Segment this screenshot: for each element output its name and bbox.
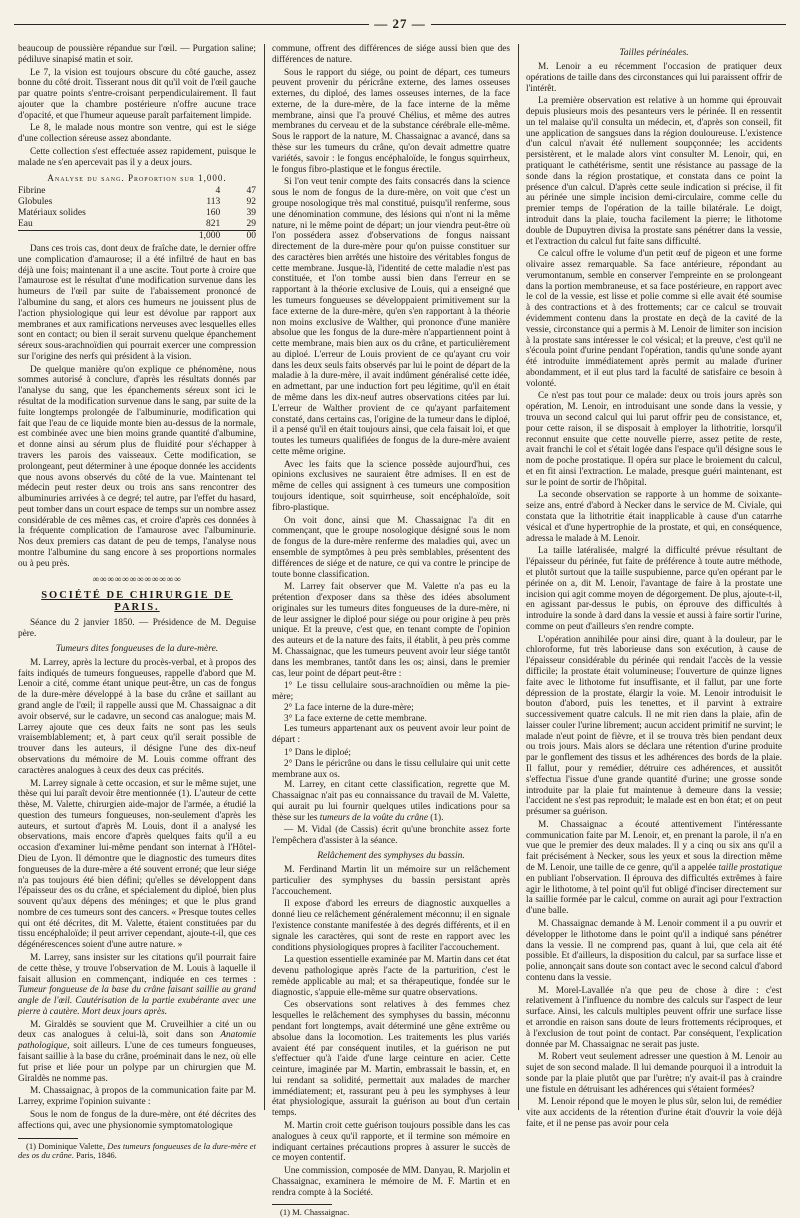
paragraph: Les tumeurs appartenant aux os peuvent avoir leur point de départ : — [272, 724, 510, 746]
paragraph: De quelque manière qu'on explique ce phénomène, nous sommes autorisé à conclure, d'après les résultats donnés par l'analyse du sang, que les épanchements séreux sont ici le résultat de la modification survenue dans le sang, par suite de la fuite longtemps prolongée de l'albuminurie, modification qui fait que l'eau de ce liquide monte bien au-dessus de la normale, est combinée avec une bien moins grande quantité d'albumine, et donne ainsi au sérum plus de fluidité pour s'échapper à travers les parois des vaisseaux. Cette modification, se prolongeant, peut déterminer à une époque donnée les accidents que nous avons observés du côté de la vue. Maintenant tel médecin peut rester deux ou trois ans sans rencontrer des albuminuries arrivées à ce degré; tel autre, par l'effet du hasard, peut tomber dans un court espace de temps sur un nombre assez considérable de ces mêmes cas, et croire d'après ces données à la fréquente complication de l'amaurose avec l'albuminurie. Nos deux premiers cas datant de peu de temps, l'analyse nous montre l'albumine du sang encore à ses proportions normales ou à peu près. — [18, 364, 256, 569]
paragraph: Ce n'est pas tout pour ce malade: deux ou trois jours après son opération, M. Lenoir, en introduisant une sonde dans la vessie, y trouva un second calcul qui lui parut offrir peu de consistance, et, pour cette raison, il se disposait à employer la lithotritie, lorsqu'il reconnut ensuite que cette nouvelle pierre, assez petite de reste, avait franchi le col et s'était logée dans l'espace qu'il désigne sous le nom de poche prostatique. Il opéra sur place le broiement du calcul, et en fit ainsi l'extraction. Le malade, presque guéri maintenant, est sur le point de sortir de l'hôpital. — [526, 391, 782, 488]
analysis-value-dec: 92 — [246, 197, 256, 208]
column-separator-1 — [264, 44, 265, 1110]
footnote-rule — [272, 1204, 332, 1205]
paragraph: Une commission, composée de MM. Danyau, R. Marjolin et Chassaignac, examinera le mémoire de M. F. Martin et en rendra compte à la Société. — [272, 1166, 510, 1198]
paragraph: Si l'on veut tenir compte des faits consacrés dans la science sous le nom de fongus de la dure-mère, on voit que c'est un groupe nosologique très mal constitué, puisqu'il renferme, sous une dénomination commune, des lésions qui n'ont ni la même nature, ni le même point de départ; un jour viendra peut-être où l'on possédera assez d'observations de fongus naissant directement de la dure-mère pour qu'on puisse constituer sur des caractères bien arrêtés une histoire des véritables fongus de cette membrane. Jusque-là, l'identité de cette maladie n'est pas constituée, et l'on tombe aussi bien dans l'erreur en se rapportant à la théorie exclusive de Louis, qui a enseigné que les tumeurs fongueuses se développaient primitivement sur la face externe de la dure-mère, qu'en s'en rapportant à la théorie non moins exclusive de Walther, qui prononce d'une manière absolue que les fongus de la dure-mère n'appartiennent point à cette membrane, mais bien aux os du crâne, et particulièrement au diploé. L'erreur de Louis provient de ce qu'ayant cru voir dans les deux seuls faits observés par lui le point de départ de la maladie à la dure-mère, il avait indûment généralisé cette idée, en admettant, par une induction fort peu légitime, qu'il en était de même dans les dix-neuf autres observations citées par lui. L'erreur de Walther provient de ce qu'ayant parfaitement constaté, dans certains cas, l'origine de la tumeur dans le diploé, il a pensé qu'il en était toujours ainsi, que cela faisait loi, et que toutes les tumeurs qualifiées de fongus de la dure-mère avaient cette même origine. — [272, 177, 510, 457]
text-run: M. Giraldès se souvient que M. Cruveilhier a cité un ou deux cas analogues à celui-là, soit dans son — [18, 1019, 256, 1041]
paragraph: Il expose d'abord les erreurs de diagnostic auxquelles a donné lieu ce relâchement généralement méconnu; il en signale l'existence constante manifestée à des degrés différents, et il en signale les caractères, qui sont de reste en rapport avec les conditions physiologiques propres à faciliter l'accouchement. — [272, 899, 510, 953]
footnote — [18, 1142, 256, 1162]
analysis-value-int: 821 — [206, 219, 221, 230]
paragraph: La seconde observation se rapporte à un homme de soixante-seize ans, entré d'abord à Necker dans le service de M. Civiale, qui constata que la lithotritie était inapplicable à cause d'un catarrhe vésical et d'une hypertrophie de la prostate, et qui, en conséquence, adressa le malade à M. Lenoir. — [526, 490, 782, 544]
paragraph: M. Morel-Lavallée n'a que peu de chose à dire : c'est relativement à l'influence du nombre des calculs sur l'aspect de leur surface. Ainsi, les calculs multiples peuvent offrir une surface lisse et arrondie en raison sans doute de leurs frottements réciproques, et à l'exclusion de tout point de contact. Par conséquent, l'explication donnée par M. Chassaignac ne serait pas juste. — [526, 985, 782, 1050]
paragraph: Sous le rapport du siége, ou point de départ, ces tumeurs peuvent provenir du péricrâne externe, des lames osseuses externes, du diploé, des lames osseuses internes, de la face externe, de la dure-mère, de la face interne de la même membrane, ainsi que l'a prouvé Chélius, et même des autres membranes du cerveau et de la substance cérébrale elle-même. Sous le rapport de la nature, M. Chassaignac a avancé, dans sa thèse sur les tumeurs du crâne, qu'on devait admettre quatre variétés, savoir : le fongus encéphaloïde, le fongus squirrheux, le fongus fibro-plastique et le fongus érectile. — [272, 67, 510, 175]
list-item: 2° Dans le péricrâne ou dans le tissu cellulaire qui unit cette membrane aux os. — [272, 758, 510, 780]
text-run: . Paris, 1846. — [71, 1150, 117, 1161]
page-number: — 27 — — [374, 16, 426, 31]
paragraph: La taille latéralisée, malgré la difficulté prévue résultant de l'épaisseur du périnée, fut faite de préférence à toute autre méthode, et plutôt surtout que la taille suspubienne, parce qu'en opérant par le périnée on a, dit M. Lenoir, l'avantage de faire à la prostate une incision qui agit comme moyen de dégorgement. De plus, ajoute-t-il, en agissant par-dessus le pubis, on éprouve des difficultés à introduire la sonde à dard dans la vessie et aussi à faire sortir l'urine, comme on peut d'ailleurs s'en rendre compte. — [526, 546, 782, 632]
paragraph: Ces observations sont relatives à des femmes chez lesquelles le relâchement des symphyses du bassin, méconnu pendant fort longtemps, avait déterminé une gêne extrême ou absolue dans la locomotion. Les traitements les plus variés avaient été par conséquent inutiles, et la guérison ne put s'effectuer qu'à l'aide d'une large ceinture en acier. Cette ceinture, imaginée par M. Martin, embrassait le bassin, et, en lui rendant sa solidité, permettait aux malades de marcher immédiatement; et, rassurant peu à peu les symphyses à leur état physiologique, assurait la guérison au bout d'un certain temps. — [272, 1000, 510, 1119]
analysis-total-int: 1,000 — [185, 231, 221, 243]
list-item: 2° La face interne de la dure-mère; — [284, 702, 414, 713]
analysis-value-dec: 47 — [246, 186, 256, 197]
paragraph — [18, 953, 256, 1018]
analysis-value-int: 113 — [206, 197, 221, 208]
analysis-label: Matériaux solides — [18, 208, 86, 219]
analysis-value-dec: 39 — [246, 208, 256, 219]
paragraph: Dans ces trois cas, dont deux de fraîche date, le dernier offre une complication d'amaurose; il a été infiltré de haut en bas déjà une fois; maintenant il a une ascite. Tout porte à croire que l'amaurose est le résultat d'une modification survenue dans les humeurs de l'œil par suite de l'abaissement prononcé de l'albumine du sang, et alors ces humeurs ne jouissent plus de l'action physiologique qui leur est dévolue par rapport aux membranes et aux ramifications nerveuses avec lesquelles elles sont en contact; ou bien il serait survenu quelque épanchement séreux sous-arachnoïdien qui pourrait exercer une compression sur l'origine des nerfs qui président à la vision. — [18, 244, 256, 362]
analysis-row — [18, 208, 256, 219]
text-run: , soit ailleurs. L'une de ces tumeurs fongueuses, faisant saillie à la base du crâne, proéminait dans le nez, où elle fut prise et liée pour un polype par un chirurgien que M. Giraldès ne nomme pas. — [18, 1041, 256, 1084]
italic-run: Anatomie pathologique — [18, 1030, 256, 1052]
paragraph: M. Lenoir a eu récemment l'occasion de pratiquer deux opérations de taille dans des circonstances qui lui paraissent offrir de l'intérêt. — [526, 62, 782, 94]
italic-run: tumeurs de la voûte du crâne — [319, 812, 428, 823]
analysis-total-dec: 00 — [220, 231, 256, 243]
list-item: 1° Dans le diploé; — [284, 748, 351, 758]
text-run: (1) Dominique Valette, — [26, 1140, 108, 1151]
paragraph: Sous le nom de fongus de la dure-mère, ont été décrites des affections qui, avec une physionomie symptomatologique — [18, 1109, 256, 1131]
analysis-value-int: 4 — [215, 186, 221, 197]
session-line: Séance du 2 janvier 1850. — Présidence de M. Deguise père. — [18, 618, 256, 640]
text-run: M. Larrey, en citant cette classification, regrette que M. Chassaignac n'ait pas eu connaissance du travail de M. Valette, qui aurait pu lui fournir quelques utiles indications pour sa thèse sur les — [272, 780, 510, 823]
paragraph: Ce calcul offre le volume d'un petit œuf de pigeon et une forme olivaire assez remarquable. Sa face antérieure, répondant au verumontanum, semble en conserver l'empreinte en se prolongeant dans la portion membraneuse, et sa face postérieure, en rapport avec le col de la vessie, est lisse et polie comme si elle avait été soumise à des contractions et à des frottements; car ce calcul se trouvait évidemment contenu dans la prostate en deçà de la cavité de la vessie, circonstance qui a permis à M. Lenoir de limiter son incision à la prostate sans intéresser le col vésical; et la preuve, c'est qu'il ne s'écoula point d'urine pendant l'opération, tandis qu'une sonde ayant été introduite immédiatement après permit au malade d'uriner abondamment, et il eut plus tard la faculté de satisfaire ce besoin à volonté. — [526, 249, 782, 389]
text-run: en publiant l'observation. Il éprouva des difficultés extrêmes à faire agir le lithotome, à tel point qu'il fut obligé d'inciser directement sur la saillie formée par le calcul, comme on aurait agi pour l'extraction d'une balle. — [526, 873, 782, 917]
paragraph — [18, 1020, 256, 1085]
analysis-row — [18, 186, 256, 197]
column-1 — [18, 44, 256, 1161]
paragraph: Le 7, la vision est toujours obscure du côté gauche, assez bonne du côté droit. Tisserant nous dit qu'il voit de l'œil gauche par quatre points s'entre-croisant perpendiculairement. Il faut ajouter que la chambre postérieure n'offre aucune trace d'opacité, et que l'humeur aqueuse paraît parfaitement limpide. — [18, 67, 256, 121]
analysis-value-dec: 29 — [246, 219, 256, 230]
society-heading: SOCIÉTÉ DE CHIRURGIE DE PARIS. — [41, 589, 233, 614]
paragraph — [272, 780, 510, 823]
paragraph: L'opération annihilée pour ainsi dire, quant à la douleur, par le chloroforme, fut très laborieuse dans son exécution, à cause de l'épaisseur considérable du périnée qui rendait l'accès de la vessie difficile; la prostate était volumineuse; l'ouverture de quinze lignes faite avec le lithotome fut insuffisante, et il fallut, par une forte dépression de la prostate, élargir la voie. M. Lenoir introduisit le bouton d'abord, puis les tenettes, et il parvint à extraire successivement quatre calculs. Il ne mit rien dans la plaie, afin de laisser couler l'urine librement; aucun accident primitif ne survint; le malade n'eut point de fièvre, et il se trouva très bien pendant deux ou trois jours. Mais alors se déclara une rétention d'urine produite par le gonflement des tissus et les adhérences des bords de la plaie. Il fallut, pour y remédier, détruire ces adhérences, et aussitôt s'effectua l'issue d'une grande quantité d'urine; une grosse sonde introduite par la plaie fut maintenue à demeure dans la vessie; l'accident ne s'est pas reproduit; le malade est en bon état; et on peut présumer sa guérison. — [526, 634, 782, 818]
analysis-value-int: 160 — [206, 208, 221, 219]
list-item: 3° La face externe de cette membrane. — [284, 713, 427, 724]
column-separator-2 — [518, 44, 519, 1110]
paragraph: Avec les faits que la science possède aujourd'hui, ces opinions exclusives ne sauraient être admises. Il en est de même de celles qui assignent à ces tumeurs une composition toujours identique, soit squirrheuse, soit encéphaloïde, soit fibro-plastique. — [272, 459, 510, 513]
section-heading: Tumeurs dites fongueuses de la dure-mère. — [55, 643, 219, 654]
blood-analysis-table — [18, 186, 256, 242]
paragraph: M. Larrey signale à cette occasion, et sur le même sujet, une thèse qui lui paraît devoir être mentionnée (1). L'auteur de cette thèse, M. Valette, chirurgien aide-major de l'armée, a étudié la question des tumeurs fongueuses, non-seulement d'après les auteurs, et surtout d'après M. Louis, dont il a analysé les observations, mais encore d'après quelques faits qu'il a eu occasion d'examiner lui-même pendant son internat à l'Hôtel-Dieu de Lyon. Il démontre que le diagnostic des tumeurs dites fongueuses de la dure-mère a été souvent erroné; que leur siége n'a pas toujours été bien défini; qu'elles se développent dans l'épaisseur des os du crâne, et spécialement du diploé, bien plus souvent qu'aux dépens des méninges; et que le plus grand nombre de ces tumeurs sont des cancers. « Presque toutes celles qui ont été décrites, dit M. Valette, étaient constituées par du tissu encéphaloïde; il peut arriver cependant, ajoute-t-il, que ces dégénérescences soient d'une autre nature. » — [18, 778, 256, 951]
footnote: (1) M. Chassaignac. — [280, 1207, 350, 1218]
paragraph: M. Chassaignac, à propos de la communication faite par M. Larrey, exprime l'opinion suivante : — [18, 1086, 256, 1108]
page-header — [14, 14, 786, 34]
text-run: M. Larrey, sans insister sur les citations qu'il pourrait faire de cette thèse, y trouve l'observation de M. Louis à laquelle il faisait allusion en commençant, indiquée en ces termes : — [18, 953, 256, 985]
analysis-label: Eau — [18, 219, 33, 230]
list-item: 1° Le tissu cellulaire sous-arachnoïdien ou même la pie-mère; — [272, 681, 510, 703]
analysis-total-spacer — [18, 231, 185, 243]
paragraph: M. Larrey, après la lecture du procès-verbal, et à propos des faits indiqués de tumeurs fongueuses, rappelle d'abord que M. Lenoir a cité, comme étant unique peut-être, un cas de fongus de la dure-mère développé à la base du crâne et saillant au grand angle de l'œil; il rappelle aussi que M. Chassaignac a dit avoir observé, sur le cadavre, un second cas analogue; mais M. Larrey ajoute que ces deux faits ne sont pas les seuls vraisemblablement; et, à part ceux qu'il serait possible de trouver dans les auteurs, il désigne l'une des dix-neuf observations du mémoire de M. Louis comme offrant des caractères analogues à ceux des deux cas précités. — [18, 657, 256, 776]
paragraph: La première observation est relative à un homme qui éprouvait depuis plusieurs mois des pesanteurs vers le périnée. Il en ressentit un tel malaise qu'il consulta un médecin, et, d'après son conseil, fit une application de sangsues dans la région douloureuse. L'existence d'un calcul n'avait été nullement soupçonnée; les accidents persistèrent, et le malade alors vint consulter M. Lenoir, qui, en pratiquant le cathétérisme, sentit une résistance au passage de la sonde dans la région prostatique, et constata dans ce point la présence d'un calcul. D'après cette seule indication si précise, il fit au périnée une simple incision demi-circulaire, comme celle du premier temps de l'opération de la taille bilatérale. Le doigt, introduit dans la plaie, toucha facilement la pierre; le lithotome double de Dupuytren divisa la prostate sans pénétrer dans la vessie, et l'extraction du calcul fut faite sans difficulté. — [526, 96, 782, 247]
analysis-row — [18, 197, 256, 208]
paragraph: La question essentielle examinée par M. Martin dans cet état devenu pathologique après l'acte de la parturition, c'est le remède applicable au mal; et sa thérapeutique, fondée sur le diagnostic, s'appuie elle-même sur quatre observations. — [272, 955, 510, 998]
analysis-total-row — [18, 231, 256, 243]
paragraph: On voit donc, ainsi que M. Chassaignac l'a dit en commençant, que le groupe nosologique désigné sous le nom de fongus de la dure-mère renferme des maladies qui, avec un ensemble de symptômes à peu près semblables, présentent des différences de siége et de nature, ce qui va contre le principe de toute bonne classification. — [272, 515, 510, 580]
paragraph: beaucoup de poussière répandue sur l'œil. — Purgation saline; pédiluve sinapisé matin et soir. — [18, 44, 256, 65]
paragraph: Le 8, le malade nous montre son ventre, qui est le siége d'une collection séreuse assez abondante. — [18, 123, 256, 145]
paragraph: M. Larrey fait observer que M. Valette n'a pas eu la prétention d'exposer dans sa thèse des idées absolument originales sur les tumeurs dites fongueuses de la dure-mère, ni de leur assigner le diploé pour siége ou pour origine à peu près unique. Et la preuve, c'est que, en tenant compte de l'opinion des auteurs et de la nature des faits, il établit, à peu près comme M. Chassaignac, que les tumeurs peuvent avoir leur siége tantôt dans les membranes, tantôt dans les os; ainsi, dans le premier cas, leur point de départ peut-être : — [272, 582, 510, 679]
text-run: (1). — [427, 812, 444, 823]
paragraph: M. Robert veut seulement adresser une question à M. Lenoir au sujet de son second malade. Il lui demande pourquoi il a introduit la sonde par la plaie plutôt que par l'urètre; n'y avait-il pas à craindre une fistule en détruisant les adhérences qui s'étaient formées? — [526, 1052, 782, 1095]
analysis-label: Fibrine — [18, 186, 46, 197]
paragraph: Cette collection s'est effectuée assez rapidement, puisque le malade ne s'en apercevait pas il y a deux jours. — [18, 147, 256, 168]
text-run: M. Chassaignac a écouté attentivement l'intéressante communication faite par M. Lenoir, et, en prenant la parole, il n'a en vue que le premier des deux malades. Il y a cinq ou six ans qu'il a fait précisément à Necker, sous les yeux et sous la direction même de M. Lenoir, une taille de ce genre, qu'il a appelée — [526, 819, 782, 874]
ornament-divider: ∞∞∞∞∞∞∞∞∞∞∞∞ — [92, 573, 182, 584]
paragraph: M. Lenoir répond que le moyen le plus sûr, selon lui, de remédier vite aux accidents de la rétention d'urine était d'ouvrir la voie déjà faite, et il ne pense pas avoir pour cela — [526, 1097, 782, 1130]
paragraph — [526, 820, 782, 917]
paragraph: M. Ferdinand Martin lit un mémoire sur un relâchement particulier des symphyses du bassin persistant après l'accouchement. — [272, 865, 510, 897]
italic-run: Des tumeurs fongueuses de la dure-mère et des os du crâne — [18, 1140, 256, 1161]
column-2 — [272, 44, 510, 1218]
italic-run: Tumeur fongueuse de la base du crâne faisant saillie au grand angle de l'œil. Cautérisation de la partie exubérante avec une pierre à cautère. Mort deux jours après. — [18, 985, 256, 1017]
paragraph: — M. Vidal (de Cassis) écrit qu'une bronchite assez forte l'empêchera d'assister à la séance. — [272, 825, 510, 847]
italic-run: taille prostatique — [718, 863, 782, 874]
header-rule-right — [431, 24, 786, 25]
paragraph: commune, offrent des différences de siége aussi bien que des différences de nature. — [272, 44, 510, 65]
analysis-label: Globules — [18, 197, 53, 208]
column-3 — [526, 44, 782, 1130]
analysis-title: Analyse du sang. Proportion sur 1,000. — [47, 172, 227, 183]
paragraph: M. Chassaignac demande à M. Lenoir comment il a pu ouvrir et développer le lithotome dans le point qu'il a indiqué sans pénétrer dans la vessie. Il ne comprend pas, quant à lui, que cela ait été possible. Et d'ailleurs, la disposition du calcul, par sa surface lisse et polie, annonçait sans doute son contact avec le second calcul d'abord contenu dans la vessie. — [526, 918, 782, 983]
section-heading: Relâchement des symphyses du bassin. — [317, 851, 465, 862]
footnote-rule — [18, 1138, 78, 1139]
analysis-row — [18, 219, 256, 231]
paragraph: M. Martin croit cette guérison toujours possible dans les cas analogues à ceux qu'il rapporte, et il termine son mémoire en indiquant certaines précautions propres à assurer le succès de ce moyen contentif. — [272, 1121, 510, 1164]
section-heading: Tailles périnéales. — [619, 48, 689, 58]
